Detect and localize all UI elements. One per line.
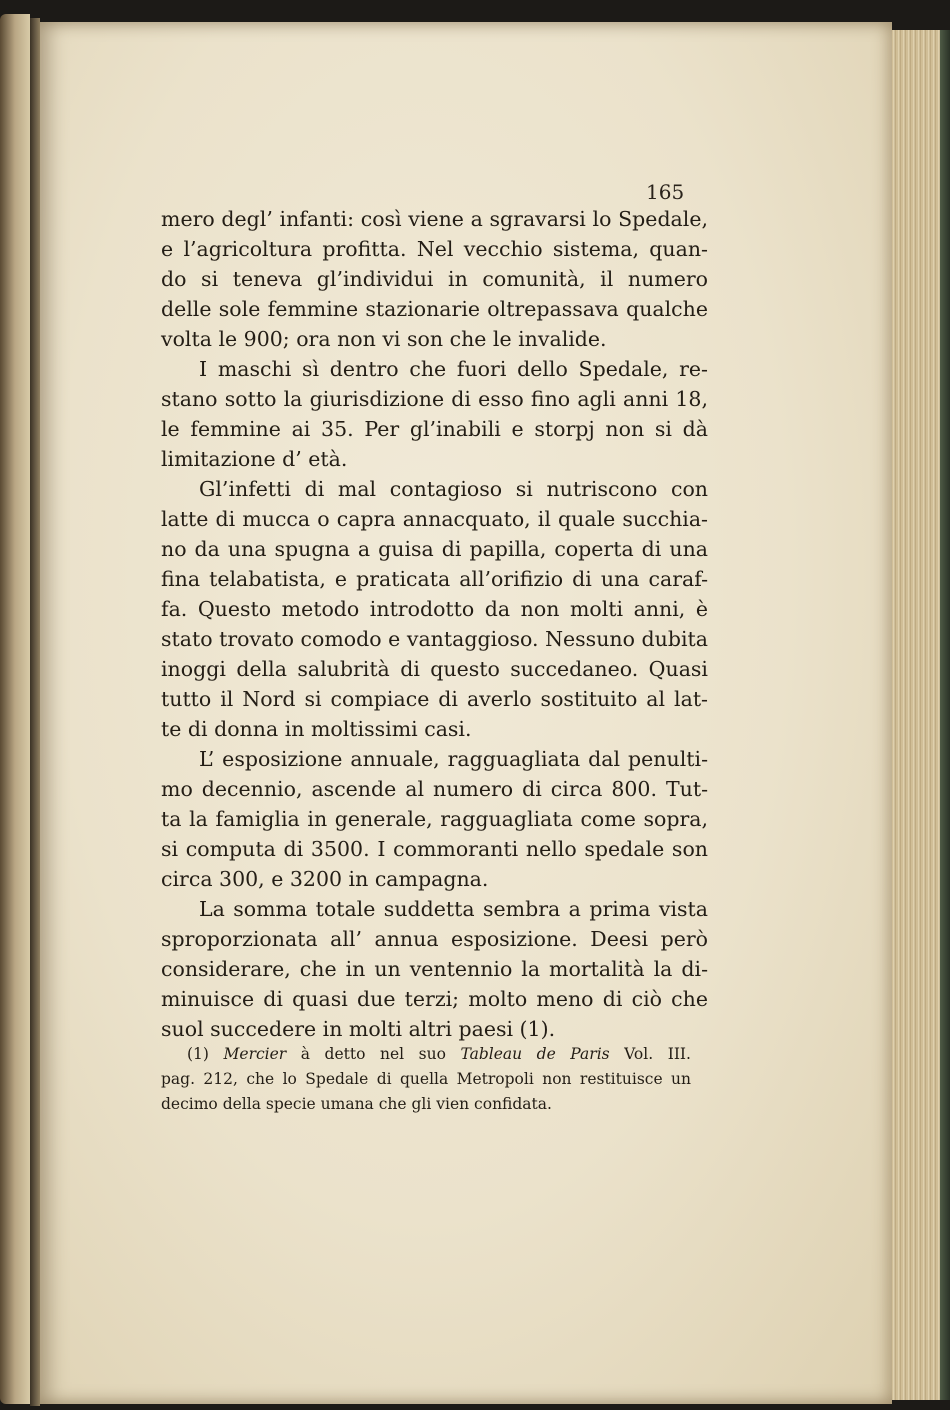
text-line: fa. Questo metodo introdotto da non molti anni, è <box>161 597 708 621</box>
text-line: volta le 900; ora non vi son che le invalide. <box>161 327 607 351</box>
text-line: stano sotto la giurisdizione di esso fino agli anni 18, <box>161 387 708 411</box>
book-gutter <box>30 18 40 1406</box>
footnote-work-title: Tableau de Paris <box>460 1045 610 1063</box>
text-line: inoggi della salubrità di questo succedaneo. Quasi <box>161 657 708 681</box>
text-line: do si teneva gl’individui in comunità, il numero <box>161 267 708 291</box>
footnote <box>161 1042 691 1117</box>
footnote-line <box>161 1042 691 1067</box>
footnote-author: Mercier <box>223 1045 287 1063</box>
text-line: tutto il Nord si compiace di averlo sostituito al lat- <box>161 687 708 711</box>
text-line: mero degl’ infanti: così viene a sgravarsi lo Spedale, <box>161 207 708 231</box>
text-line: Gl’infetti di mal contagioso si nutriscono con <box>199 477 708 501</box>
text-line: le femmine ai 35. Per gl’inabili e storpj non si dà <box>161 417 708 441</box>
text-line: circa 300, e 3200 in campagna. <box>161 867 489 891</box>
text-line: limitazione d’ età. <box>161 447 348 471</box>
paragraph <box>161 204 708 354</box>
text-line: minuisce di quasi due terzi; molto meno di ciò che <box>161 987 708 1011</box>
paragraph <box>161 354 708 474</box>
footnote-text: Vol. III. <box>609 1045 691 1063</box>
text-line: si computa di 3500. I commoranti nello spedale son <box>161 837 708 861</box>
text-line: I maschi sì dentro che fuori dello Spedale, re- <box>199 357 708 381</box>
paragraph <box>161 474 708 744</box>
footnote-line: pag. 212, che lo Spedale di quella Metropoli non restituisce un <box>161 1070 691 1088</box>
page-number: 165 <box>646 180 685 204</box>
text-line: latte di mucca o capra annacquato, il quale succhia- <box>161 507 708 531</box>
footnote-text: à detto nel suo <box>286 1045 461 1063</box>
text-line: delle sole femmine stazionarie oltrepassava qualche <box>161 297 708 321</box>
footnote-line: decimo della specie umana che gli vien confidata. <box>161 1095 552 1113</box>
page-stack-edge <box>892 30 950 1400</box>
text-line: ta la famiglia in generale, ragguagliata come sopra, <box>161 807 708 831</box>
page-body <box>161 204 708 1044</box>
footnote-marker: (1) <box>187 1045 209 1063</box>
text-line: mo decennio, ascende al numero di circa 800. Tut- <box>161 777 708 801</box>
text-line: suol succedere in molti altri paesi (1). <box>161 1017 556 1041</box>
facing-page-edge <box>0 14 30 1404</box>
text-line: La somma totale suddetta sembra a prima vista <box>199 897 708 921</box>
text-line: stato trovato comodo e vantaggioso. Nessuno dubita <box>161 627 708 651</box>
paragraph <box>161 894 708 1044</box>
text-line: considerare, che in un ventennio la mortalità la di- <box>161 957 708 981</box>
text-line: e l’agricoltura profitta. Nel vecchio sistema, quan- <box>161 237 708 261</box>
text-line: sproporzionata all’ annua esposizione. Deesi però <box>161 927 708 951</box>
text-line: no da una spugna a guisa di papilla, coperta di una <box>161 537 708 561</box>
paragraph <box>161 744 708 894</box>
text-line: fina telabatista, e praticata all’orifizio di una caraf- <box>161 567 708 591</box>
text-line: te di donna in moltissimi casi. <box>161 717 472 741</box>
text-line: L’ esposizione annuale, ragguagliata dal penulti- <box>199 747 708 771</box>
